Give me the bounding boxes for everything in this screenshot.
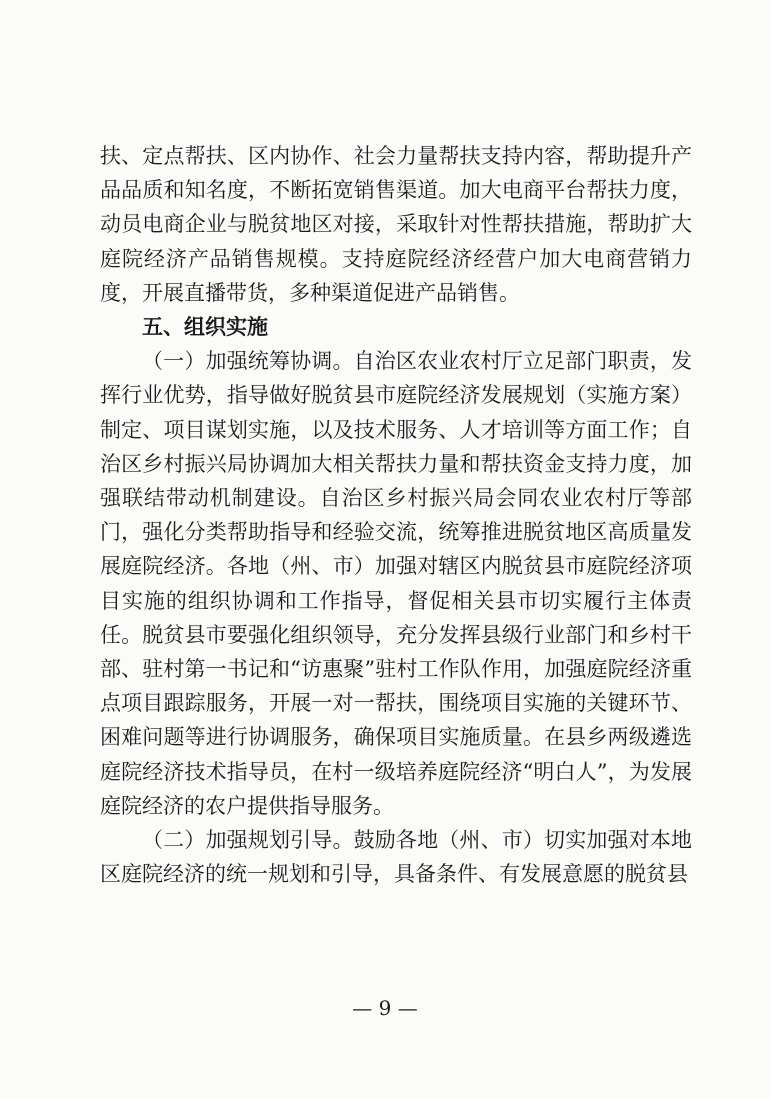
- document-body: [100, 139, 692, 891]
- paragraph-coordination-body: 自治区农业农村厅立足部门职责，发挥行业优势，指导做好脱贫县市庭院经济发展规划（实施方案）制定、项目谋划实施，以及技术服务、人才培训等方面工作；自治区乡村振兴局协调加大相关帮扶力量和帮扶资金支持力度，加强联结带动机制建设。自治区乡村振兴局会同农业农村厅等部门，强化分类帮助指导和经验交流，统筹推进脱贫地区高质量发展庭院经济。各地（州、市）加强对辖区内脱贫县市庭院经济项目实施的组织协调和工作指导，督促相关县市切实履行主体责任。脱贫县市要强化组织领导，充分发挥县级行业部门和乡村干部、驻村第一书记和“访惠聚”驻村工作队作用，加强庭院经济重点项目跟踪服务，开展一对一帮扶，围绕项目实施的关键环节、困难问题等进行协调服务，确保项目实施质量。在县乡两级遴选庭院经济技术指导员，在村一级培养庭院经济“明白人”，为发展庭院经济的农户提供指导服务。: [100, 349, 693, 818]
- paragraph-coordination: [100, 344, 692, 823]
- paragraph-planning: [100, 823, 692, 891]
- subsection-heading-coordination: （一）加强统筹协调。: [142, 349, 354, 374]
- subsection-heading-planning: （二）加强规划引导。: [142, 828, 354, 853]
- section-heading: 五、组织实施: [142, 315, 268, 340]
- page-number: — 9 —: [352, 996, 418, 1020]
- paragraph-continuation: 扶、定点帮扶、区内协作、社会力量帮扶支持内容，帮助提升产品品质和知名度，不断拓宽销售渠道。加大电商平台帮扶力度，动员电商企业与脱贫地区对接，采取针对性帮扶措施，帮助扩大庭院经济产品销售规模。支持庭院经济经营户加大电商营销力度，开展直播带货，多种渠道促进产品销售。: [100, 144, 692, 305]
- paragraph-planning-body: 鼓励各地（州、市）切实加强对本地区庭院经济的统一规划和引导，具备条件、有发展意愿的脱贫县: [100, 828, 693, 887]
